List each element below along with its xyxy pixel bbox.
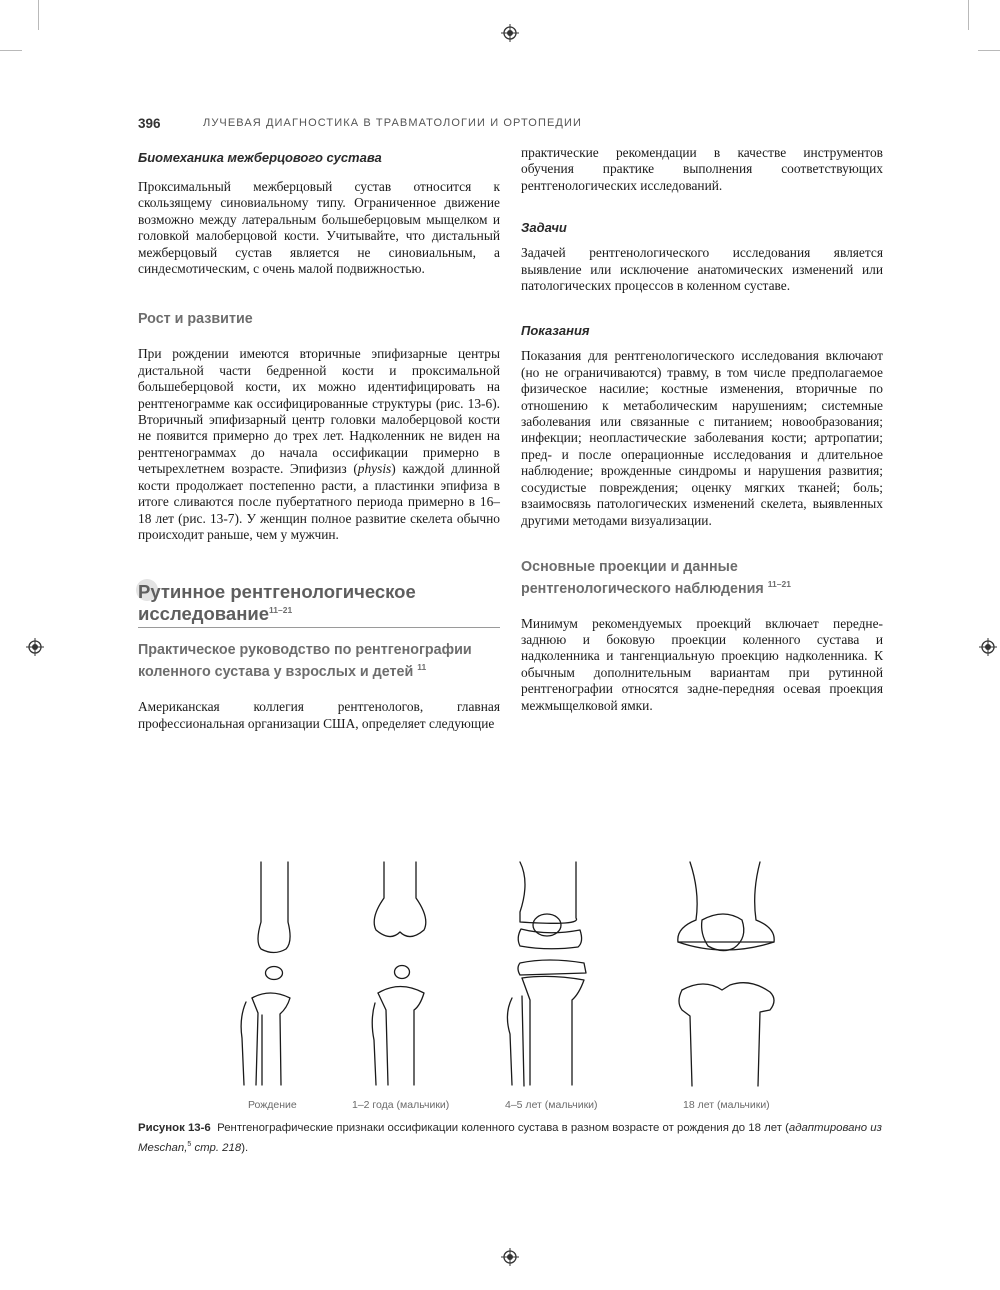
crop-mark: [0, 50, 22, 51]
figure-label-18-years: 18 лет (мальчики): [683, 1099, 770, 1111]
knee-drawing-birth: [241, 862, 290, 1085]
left-column: [138, 150, 500, 732]
major-heading-line2: исследование: [138, 603, 270, 625]
section-heading-projections: Основные проекции и данные рентгенологического наблюдения $^{11-21}$: [521, 558, 791, 597]
knee-drawing-4-5-years: [507, 862, 586, 1086]
knee-drawing-18-years: [678, 862, 774, 1086]
figure-caption: Рисунок 13-6 Рентгенографические признаки оссификации коленного сустава в разном возрасте от рождения до 18 лет (адаптировано из Meschan,$^5$ стр. 218).: [138, 1122, 882, 1154]
paragraph-biomechanics: Проксимальный межберцовый сустав относится к скользящему синовиальному типу. Ограниченное движение возможно между латеральным большеберцовым мыщелком и головкой малоберцовой кости. Учитывайте, что дистальный межберцовый сустав является не синовиальным, а синдесмотическим, с очень малой подвижностью.: [138, 179, 500, 277]
registration-mark-icon: [501, 1248, 519, 1266]
heading-rule: [138, 627, 500, 628]
paragraph-growth: При рождении имеются вторичные эпифизарные центры дистальной части бедренной кости и проксимальной большеберцовой кости, их можно идентифицировать на рентгенограмме как оссифицированные структуры (рис. 13-6). Вторичный эпифизарный центр головки малоберцовой кости не появится примерно до трех лет. Надколенник не виден на рентгенограммах до начала оссификации примерно в четырехлетнем возрасте. Эпифизиз (physis) каждой длинной кости продолжает постепенно расти, а пластинки эпифиза в итоге сливаются после пубертатного периода примерно в 16–18 лет (рис. 13-7). У женщин полное развитие скелета обычно происходит раньше, чем у мужчин.: [138, 346, 500, 542]
figure-knee-ossification: [138, 850, 898, 1120]
major-heading-line1: Рутинное рентгенологическое: [138, 581, 416, 603]
section-heading-practical: Практическое руководство по рентгенографии коленного сустава у взрослых и детей $^{11}$: [138, 642, 472, 681]
crop-mark: [968, 0, 969, 30]
registration-mark-icon: [26, 638, 44, 656]
paragraph-practical: Американская коллегия рентгенологов, главная профессиональная организации США, определяет следующие: [138, 699, 500, 731]
paragraph-projections: Минимум рекомендуемых проекций включает передне-заднюю и боковую проекции коленного сустава и надколенника и тангенциальную проекцию надколенника. К обычным дополнительным вариантам при рутинной рентгенографии относятся задне-передняя осевая проекция межмыщелковой ямки.: [521, 615, 883, 713]
section-heading-tasks: Задачи: [521, 220, 567, 236]
registration-mark-icon: [501, 24, 519, 42]
page-number: 396: [138, 116, 161, 131]
figure-label-4-5-years: 4–5 лет (мальчики): [505, 1099, 598, 1111]
crop-mark: [978, 50, 1000, 51]
figure-caption-lead: Рисунок 13-6: [138, 1122, 211, 1134]
paragraph-continuation: практические рекомендации в качестве инструментов обучения практике выполнения соответствующих рентгенологических исследований.: [521, 145, 883, 193]
figure-label-1-2-years: 1–2 года (мальчики): [352, 1099, 450, 1111]
major-heading-routine-exam: Рутинное рентгенологическое исследование$^{11-21}$: [138, 583, 500, 628]
section-heading-indications: Показания: [521, 323, 590, 339]
registration-mark-icon: [979, 638, 997, 656]
running-head: [138, 116, 880, 132]
crop-mark: [38, 0, 39, 30]
section-heading-growth: Рост и развитие: [138, 311, 253, 328]
knee-drawing-1-2-years: [372, 862, 426, 1085]
section-heading-biomechanics: Биомеханика межберцового сустава: [138, 150, 382, 165]
running-title: ЛУЧЕВАЯ ДИАГНОСТИКА В ТРАВМАТОЛОГИИ И ОРТОПЕДИИ: [203, 117, 582, 129]
paragraph-indications: Показания для рентгенологического исследования включают (но не ограничиваются) травму, в том числе предполагаемое физическое насилие; костные изменения, вторичные по отношению к метаболическим нарушениям; системные заболевания или связанные с питанием; новообразования; инфекции; неопластические заболевания кости; артропатии; пред- и после операционные исследования и длительное наблюдение; врожденные синдромы и нарушения развития; сосудистые повреждения; оценку мягких тканей; боль; взаимосвязь патологических изменений скелета, выявленных другими методами визуализации.: [521, 348, 883, 528]
paragraph-tasks: Задачей рентгенологического исследования является выявление или исключение анатомических изменений или патологических процессов в коленном суставе.: [521, 245, 883, 294]
knee-ossification-drawing: [138, 850, 898, 1100]
right-column: [521, 145, 883, 714]
figure-label-birth: Рождение: [248, 1099, 297, 1111]
